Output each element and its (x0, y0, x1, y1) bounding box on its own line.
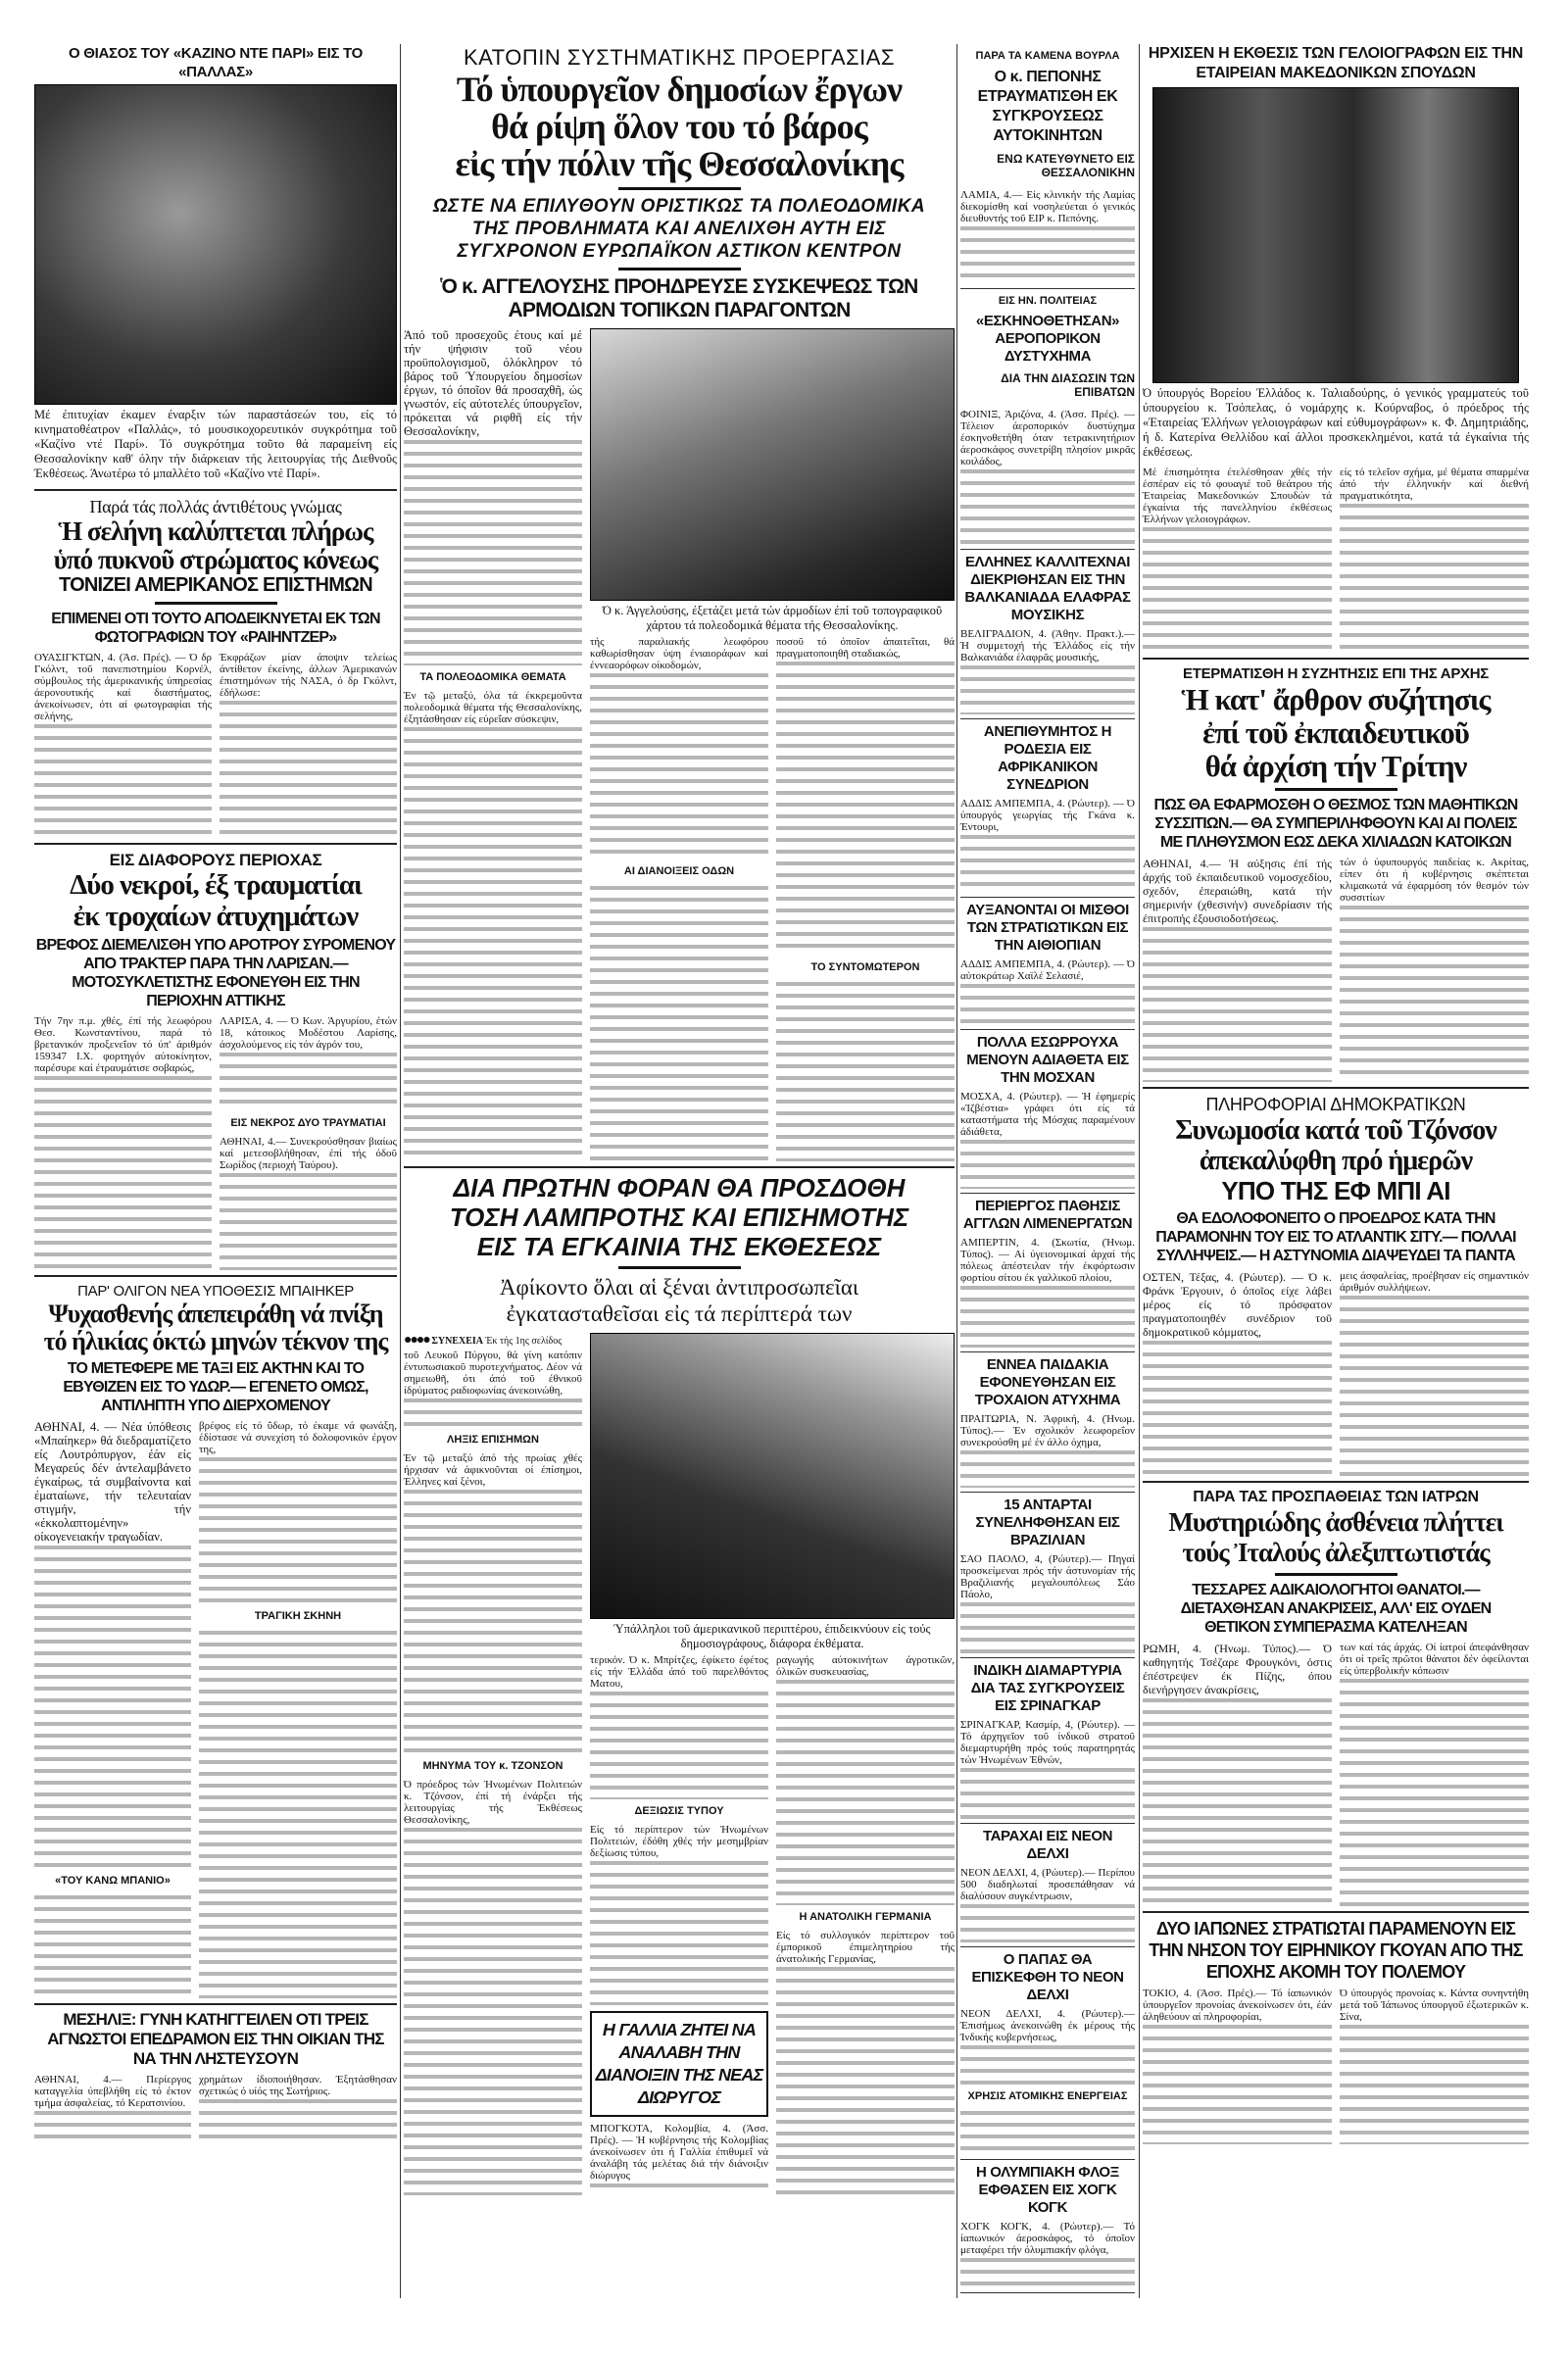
divider (1143, 1087, 1529, 1089)
education-headline-line: Ἡ κατ' ἄρθρον συζήτησις (1181, 682, 1491, 716)
education-body-col2 (1340, 857, 1529, 1082)
article-text: των καί τάς άρχάς. Οί ίατροί άπεφάνθησαν ότι οί τρεΐς πρῶτοι θάνατοι δέν όφείλονται είς ύπερβολικήν κόπωσιν (1340, 1642, 1529, 1677)
text-lines (1340, 906, 1529, 1082)
brief-headline: Ο κ. ΠΕΠΟΝΗΣ ΕΤΡΑΥΜΑΤΙΣΘΗ ΕΚ ΣΥΓΚΡΟΥΣΕΩΣ ΑΥΤΟΚΙΝΗΤΩΝ (977, 69, 1118, 144)
angelousis-photo-caption: Ό κ. Άγγελούσης, έξετάζει μετά τών άρμοδίων έπί τοῦ τοπογραφικοῦ χάρτου τά πολεοδομικά θέματα τής Θεσσαλονίκης. (602, 604, 943, 632)
moon-subhead: ΕΠΙΜΕΝΕΙ ΟΤΙ ΤΟΥΤΟ ΑΠΟΔΕΙΚΝΥΕΤΑΙ ΕΚ ΤΩΝ ΦΩΤΟΓΡΑΦΙΩΝ ΤΟΥ «ΡΑΙΗΝΤΖΕΡ» (51, 611, 380, 647)
text-lines (34, 1546, 191, 1869)
text-lines (590, 886, 768, 1161)
text-lines (404, 1399, 582, 1428)
news-brief (960, 1030, 1135, 1194)
article-text: τοῦ Λευκοῦ Πύργου, θά γίνη κατόπιν έντυπωσιακοῦ πυροτεχνήματος. Δέον νά σημειωθῆ, ότι άπό τοῦ έθνικοῦ ίδρύματος ραδιοφωνίας άνεκοινώθη, (404, 1350, 582, 1397)
traffic-body (34, 1015, 397, 1270)
text-lines (960, 469, 1135, 545)
text-lines (776, 982, 955, 1161)
brief-headline: ΠΟΛΛΑ ΕΣΩΡΡΟΥΧΑ ΜΕΝΟΥΝ ΑΔΙΑΘΕΤΑ ΕΙΣ ΤΗΝ ΜΟΣΧΑΝ (966, 1033, 1129, 1086)
column-rule (956, 44, 957, 2298)
article-text: ΝΕΟΝ ΔΕΛΧΙ, 4. (Ρώυτερ).— Έπισήμως άνεκοινώθη έκ μέρους τής Ίνδικής κυβερνήσεως, (960, 2008, 1135, 2044)
japan-body-col2 (1340, 1988, 1529, 2144)
text-lines (590, 2184, 768, 2195)
news-brief (960, 719, 1135, 898)
moon-body (34, 652, 397, 838)
text-lines (404, 1828, 582, 2195)
fair-subsection-title: Η ΑΝΑΤΟΛΙΚΗ ΓΕΡΜΑΝΙΑ (799, 1911, 932, 1923)
robbery-body-col1 (34, 2074, 191, 2142)
divider (404, 1166, 955, 1168)
brief-body (960, 2221, 1135, 2288)
johnson-body-col1 (1143, 1270, 1332, 1476)
article-text: ΑΘΗΝΑΙ, 4. — Νέα ύπόθεσις «Μπαίηκερ» θά διεδραματίζετο είς Λουτρόπυργον, έάν είς Μεγαρεύς δέν άντελαμβάνετο έγκαίρως, τά συμβαίνοντα καί έματαίωνε, τήν τελευταίαν στιγμήν, τήν «έκκολαπτομένην» οίκογενειακήν τραγωδίαν. (34, 1420, 191, 1545)
american-pavilion-photo (590, 1333, 955, 1619)
traffic-body-col2 (220, 1015, 397, 1270)
text-lines (960, 1140, 1135, 1189)
works-body-col3 (776, 636, 955, 1161)
news-briefs-column (960, 44, 1135, 2293)
fair-body (404, 1333, 955, 2195)
divider (1275, 788, 1397, 791)
american-pavilion-caption: Ύπάλληλοι τοῦ άμερικανικοῦ περιπτέρου, έπιδεικνύουν είς τούς δημοσιογράφους, διάφορα έκθέματα. (613, 1622, 931, 1650)
baker-body (34, 1420, 397, 1998)
brief-body (960, 1413, 1135, 1488)
education-body-col1 (1143, 857, 1332, 1082)
article-text: ΟΣΤΕΝ, Τέξας, 4. (Ρώυτερ). — Ό κ. Φράνκ Έργουιν, ό όποῖος είχε λάβει μέρος είς τό πρόσφατον πραγματοποιηθέν συνέδριον τοῦ δημοκρατικοῦ κόμματος, (1143, 1270, 1332, 1339)
news-brief (960, 550, 1135, 719)
article-text: ΠΡΑΙΤΩΡΙΑ, Ν. Άφρική, 4. (Ήνωμ. Τύπος).— Έν σχολικόν λεωφορεΐον συνεκρούσθη μέ έν άλλο όχημα, (960, 1412, 1135, 1448)
article-text: Είς τό συλλογικόν περίπτερον τοῦ έμπορικοῦ έπιμελητηρίου τής άνατολικής Γερμανίας, (776, 1930, 955, 1965)
works-headline (404, 71, 955, 182)
johnson-body (1143, 1270, 1529, 1476)
article-text: ΦΟΙΝΙΞ, Άριζόνα, 4. (Άσσ. Πρές). — Τέλειον άεροπορικόν δυστύχημα έσκηνοθετήθη όταν τετρακινητήριον άεροσκάφος συνετρίβη πλησίον μικρᾶς κοιλάδος, (960, 409, 1135, 468)
article-text: ΒΕΛΙΓΡΑΔΙΟΝ, 4. (Άθην. Πρακτ.).— Ή συμμετοχή τής Έλλάδος είς τήν Βαλκανιάδα έλαφρᾶς μουσικής, (960, 628, 1135, 664)
brief-headline: ΤΑΡΑΧΑΙ ΕΙΣ ΝΕΟΝ ΔΕΛΧΙ (982, 1827, 1113, 1862)
news-brief (960, 2160, 1135, 2293)
fair-subsection-title: ΜΗΝΥΜΑ ΤΟΥ κ. ΤΖΟΝΣΟΝ (422, 1760, 564, 1772)
article-text: τής παραλιακής λεωφόρου καθωρίσθησαν ύψη ένιαιοράφων καί έννεαορόφων οίκοδομών, (590, 636, 768, 671)
text-lines (776, 1680, 955, 1905)
article-text: Άπό τοῦ προσεχοῦς έτους καί μέ τήν ψήφισιν τοῦ νέου προϋπολογισμοῦ, όλόκληρον τό βάρος τοῦ Ύπουργείου δημοσίων έργων, τό όποῖον θά προσαχθῆ, ώς γνωστόν, είς αύτοτελές ύπουργεῖον, πρόκειται νά ριφθῆ είς τήν Θεσσαλονίκην, (404, 328, 582, 438)
moon-kicker: Παρά τάς πολλάς άντιθέτους γνώμας (89, 497, 342, 516)
italy-body-col2 (1340, 1642, 1529, 1906)
japan-body-col1 (1143, 1988, 1332, 2144)
text-lines (960, 1450, 1135, 1488)
moon-body-col2 (220, 652, 397, 838)
brief-body (960, 2008, 1135, 2155)
works-subsection-title: ΑΙ ΔΙΑΝΟΙΞΕΙΣ ΟΔΩΝ (623, 865, 735, 877)
fair-headline-line: ΤΟΣΗ ΛΑΜΠΡΟΤΗΣ ΚΑΙ ΕΠΙΣΗΜΟΤΗΣ (449, 1203, 909, 1232)
article-text: ραγωγής αύτοκινήτων άγροτικῶν, όλικῶν συσκευασίας, (776, 1654, 955, 1678)
baker-subhead: ΤΟ ΜΕΤΕΦΕΡΕ ΜΕ ΤΑΞΙ ΕΙΣ ΑΚΤΗΝ ΚΑΙ ΤΟ ΕΒΥΘΙΖΕΝ ΕΙΣ ΤΟ ΥΔΩΡ.— ΕΓΕΝΕΤΟ ΟΜΩΣ, ΑΝΤΙΛΗΠΤΗ ΥΠΟ ΔΙΕΡΧΟΜΕΝΟΥ (63, 1360, 368, 1415)
text-lines (220, 701, 397, 838)
education-headline-line: ἐπί τοῦ ἐκπαιδευτικοῦ (1202, 715, 1469, 750)
news-brief (960, 898, 1135, 1030)
johnson-subhead: ΘΑ ΕΔΟΛΟΦΟΝΕΙΤΟ Ο ΠΡΟΕΔΡΟΣ ΚΑΤΑ ΤΗΝ ΠΑΡΑΜΟΝΗΝ ΤΟΥ ΕΙΣ ΤΟ ΑΤΛΑΝΤΙΚ ΣΙΤΥ.— ΠΟΛΛΑΙ ΣΥΛΛΗΨΕΙΣ.— Η ΑΣΤΥΝΟΜΙΑ ΔΙΑΨΕΥΔΕΙ ΤΑ ΠΑΝΤΑ (1155, 1210, 1516, 1264)
article-text: ΤΟΚΙΟ, 4. (Άσσ. Πρές).— Τό ίαπωνικόν ύπουργεΐον προνοίας άνεκοίνωσεν ότι, έάν άληθεύουν αί πληροφορίαι, (1143, 1988, 1332, 2023)
brief-body (960, 1719, 1135, 1819)
article-text: μεις άσφαλείας, προέβησαν είς σημαντικόν άριθμόν συλλήψεων. (1340, 1270, 1529, 1294)
article-text: Έκφράζων μίαν άποψιν τελείως άντίθετον έκείνης, άλλων Άμερικανών έπιστημόνων τής ΝΑΣΑ, ό δρ Γκόλντ, έδήλωσε: (220, 652, 397, 700)
works-body-col2 (590, 636, 768, 1161)
brief-body (960, 628, 1135, 714)
cartoons-body (1143, 466, 1529, 653)
works-body (404, 328, 955, 1161)
casino-ballet-photo (34, 84, 397, 405)
article-text: ΡΩΜΗ, 4. (Ήνωμ. Τύπος).— Ό καθηγητής Τσέζαρε Φρουγκόνι, όστις έπέστρεψεν έκ Πίζης, όπου διενήργησεν άνακρίσεις, (1143, 1642, 1332, 1696)
article-text: ΣΑΟ ΠΑΟΛΟ, 4, (Ρώυτερ).— Πηγαί προσκείμεναι πρός τήν άστυνομίαν τής Βραζιλιανής μεγαλουπόλεως Σάο Πάολο, (960, 1552, 1135, 1600)
brief-body (960, 1091, 1135, 1189)
johnson-kicker: ΠΛΗΡΟΦΟΡΙΑΙ ΔΗΜΟΚΡΑΤΙΚΩΝ (1205, 1095, 1466, 1114)
divider (618, 187, 741, 190)
robbery-headline: ΜΕΣΗΛΙΞ: ΓΥΝΗ ΚΑΤΗΓΓΕΙΛΕΝ ΟΤΙ ΤΡΕΙΣ ΑΓΝΩΣΤΟΙ ΕΠΕΔΡΑΜΟΝ ΕΙΣ ΤΗΝ ΟΙΚΙΑΝ ΤΗΣ ΝΑ ΤΗΝ ΛΗΣΤΕΥΣΟΥΝ (47, 2010, 384, 2069)
text-lines (404, 727, 582, 1161)
cartoons-title: ΗΡΧΙΣΕΝ Η ΕΚΘΕΣΙΣ ΤΩΝ ΓΕΛΟΙΟΓΡΑΦΩΝ ΕΙΣ ΤΗΝ ΕΤΑΙΡΕΙΑΝ ΜΑΚΕΔΟΝΙΚΩΝ ΣΠΟΥΔΩΝ (1148, 45, 1524, 81)
text-lines (960, 2045, 1135, 2085)
article-text: ΑΔΔΙΣ ΑΜΠΕΜΠΑ, 4. (Ρώυτερ). — Ό αύτοκράτωρ Χαϊλέ Σελασιέ, (960, 958, 1135, 983)
text-lines (960, 984, 1135, 1025)
robbery-body (34, 2074, 397, 2142)
brief-body (960, 958, 1135, 1025)
brief-body (960, 798, 1135, 893)
fair-right-block (590, 1333, 955, 2195)
canal-headline: Η ΓΑΛΛΙΑ ΖΗΤΕΙ ΝΑ ΑΝΑΛΑΒΗ ΤΗΝ ΔΙΑΝΟΙΞΙΝ ΤΗΣ ΝΕΑΣ ΔΙΩΡΥΓΟΣ (590, 2011, 768, 2117)
brief-subhead: ΕΝΩ ΚΑΤΕΥΘΥΝΕΤΟ ΕΙΣ ΘΕΣΣΑΛΟΝΙΚΗΝ (997, 152, 1135, 179)
divider (1275, 1573, 1397, 1576)
fair-headline (404, 1173, 955, 1261)
brief-headline: Η ΟΛΥΜΠΙΑΚΗ ΦΛΟΞ ΕΦΘΑΣΕΝ ΕΙΣ ΧΟΓΚ ΚΟΓΚ (976, 2164, 1119, 2217)
column-rule (1139, 44, 1140, 2298)
article-text: είς τό τελεΐον σχήμα, μέ θέματα σπαρμένα άπό τήν έλληνικήν καί διεθνή πραγματικότητα, (1340, 466, 1529, 502)
text-lines (1143, 927, 1332, 1082)
article-text: Μέ έπισημότητα έτελέσθησαν χθές τήν έσπέραν είς τό φουαγιέ τοῦ θεάτρου τής Έταιρείας Μακεδονικών Σπουδών τά έγκαίνια τής πανελληνίου έκθέσεως Έλλήνων γελοιογράφων. (1143, 466, 1332, 525)
baker-headline-line: Ψυχασθενής άπεπειράθη νά πνίξη (48, 1299, 383, 1328)
brief-headline: ΠΕΡΙΕΡΓΟΣ ΠΑΘΗΣΙΣ ΑΓΓΛΩΝ ΛΙΜΕΝΕΡΓΑΤΩΝ (962, 1197, 1133, 1232)
text-lines (34, 2111, 191, 2142)
text-lines (220, 1173, 397, 1270)
text-lines (960, 1286, 1135, 1348)
divider (1143, 1911, 1529, 1913)
news-brief (960, 1658, 1135, 1824)
divider (618, 268, 741, 270)
divider (618, 1266, 741, 1269)
education-subhead: ΠΩΣ ΘΑ ΕΦΑΡΜΟΣΘΗ Ο ΘΕΣΜΟΣ ΤΩΝ ΜΑΘΗΤΙΚΩΝ ΣΥΣΣΙΤΙΩΝ.— ΘΑ ΣΥΜΠΕΡΙΛΗΦΘΟΥΝ ΚΑΙ ΑΙ ΠΟΛΕΙΣ ΜΕ ΠΛΗΘΥΣΜΟΝ ΕΩΣ ΔΕΚΑ ΧΙΛΙΑΔΩΝ ΚΑΤΟΙΚΩΝ (1153, 797, 1518, 851)
text-lines (960, 1904, 1135, 1942)
fair-subhead-line: Ἀφίκοντο ὅλαι αἱ ξέναι ἀντιπροσωπεῖαι (499, 1275, 859, 1300)
article-text: ΟΥΑΣΙΓΚΤΩΝ, 4. (Άσ. Πρές). — Ό δρ Γκόλντ, τοῦ πανεπιστημίου Κορνέλ, σύμβουλος τής άμερικανικής ύπηρεσίας άερονουτικής καί διαστήματος, άνεκοίνωσεν, ότι αί φωτογραφίαι τής σελήνης, (34, 652, 212, 723)
news-brief (960, 1947, 1135, 2160)
italy-headline-line: τούς Ἰταλούς ἀλεξιπτωτιστάς (1182, 1538, 1490, 1567)
works-kicker: ΚΑΤΟΠΙΝ ΣΥΣΤΗΜΑΤΙΚΗΣ ΠΡΟΕΡΓΑΣΙΑΣ (463, 45, 896, 70)
article-text: βρέφος είς τό ΰδωρ, τό έκαμε νά φωνάξη, έδίστασε νά συνεχίση τό δολοφονικόν έργον της, (199, 1420, 397, 1456)
moon-headline-line: ὑπό πυκνοῦ στρώματος κόνεως (53, 545, 378, 575)
cartoons-caption: Ό ύπουργός Βορείου Έλλάδος κ. Ταλιαδούρης, ό γενικός γραμματεύς τοῦ ύπουργείου κ. Τσόπελας, ό νομάρχης κ. Κούρναβος, ό πρόεδρος τής «Έταιρείας Έλλήνων γελοιογράφων καί εύθυμογράφων» κ. Φ. Δημητριάδης, ή δ. Κατερίνα Θελλίδου καί άλλοι προσκεκλημένοι, κατά τά έγκαίνια τής έκθέσεως. (1143, 386, 1529, 459)
brief-headline: ΕΝΝΕΑ ΠΑΙΔΑΚΙΑ ΕΦΟΝΕΥΘΗΣΑΝ ΕΙΣ ΤΡΟΧΑΙΟΝ ΑΤΥΧΗΜΑ (974, 1355, 1121, 1408)
text-lines (199, 1631, 397, 1998)
article-text: ΛΑΡΙΣΑ, 4. — Ό Κων. Άργυρίου, έτών 18, κάτοικος Μοδέστου Λαρίσης, άσχολούμενος είς τόν άγρόν του, (220, 1014, 397, 1051)
text-lines (1340, 2025, 1529, 2144)
article-text: ΑΘΗΝΑΙ, 4.— Περίεργος καταγγελία ύπεβλήθη είς τό έκτον τμήμα άσφαλείας, τό Κερατσινίου. (34, 2074, 191, 2110)
divider (34, 489, 397, 491)
italy-headline-line: Μυστηριώδης ἀσθένεια πλήττει (1168, 1507, 1503, 1537)
brief-headline: «ΕΣΚΗΝΟΘΕΤΗΣΑΝ» ΑΕΡΟΠΟΡΙΚΟΝ ΔΥΣΤΥΧΗΜΑ (975, 313, 1120, 366)
brief-headline: ΕΛΛΗΝΕΣ ΚΑΛΛΙΤΕΧΝΑΙ ΔΙΕΚΡΙΘΗΣΑΝ ΕΙΣ ΤΗΝ ΒΑΛΚΑΝΙΑΔΑ ΕΛΑΦΡΑΣ ΜΟΥΣΙΚΗΣ (964, 554, 1131, 624)
traffic-body-col1 (34, 1015, 212, 1270)
education-headline-line: θά ἀρχίση τήν Τρίτην (1204, 749, 1467, 783)
text-lines (220, 1053, 397, 1111)
text-lines (776, 662, 955, 956)
casino-title: Ο ΘΙΑΣΟΣ ΤΟΥ «ΚΑΖΙΝΟ ΝΤΕ ΠΑΡΙ» ΕΙΣ ΤΟ «ΠΑΛΛΑΣ» (69, 45, 363, 80)
text-lines (1340, 504, 1529, 653)
text-lines (960, 1602, 1135, 1653)
text-lines (1143, 527, 1332, 653)
baker-body-col2 (199, 1420, 397, 1998)
fair-lower-body (590, 1654, 955, 2195)
johnson-body-col2 (1340, 1270, 1529, 1476)
moon-headline-line: ΤΟΝΙΖΕΙ ΑΜΕΡΙΚΑΝΟΣ ΕΠΙΣΤΗΜΩΝ (59, 574, 372, 597)
text-lines (960, 1768, 1135, 1819)
continued-label (404, 1333, 582, 1350)
article-text: ποσοῦ τό όποῖον άπαιτεΐται, θά πραγματοποιηθῆ σταδιακώς, (776, 636, 955, 660)
angelousis-map-photo (590, 328, 955, 601)
article-text: ΑΜΠΕΡΤΙΝ, 4. (Σκωτία, (Ήνωμ. Τύπος). — Αί ύγειονομικαί άρχαί τής πόλεως άπέστειλαν τήν έκφόρτωσιν φορτίου σίτου έκ γαλλικοῦ πλοίου, (960, 1236, 1135, 1284)
italy-body-col1 (1143, 1642, 1332, 1906)
news-brief (960, 1824, 1135, 1947)
fair-subsection-title: ΔΕΞΙΩΣΙΣ ΤΥΠΟΥ (634, 1805, 724, 1817)
brief-body (960, 189, 1135, 284)
article-text: Ό πρόεδρος τών Ήνωμένων Πολιτειών κ. Τζόνσον, έπί τή ένάρξει τής λειτουργίας τής Έκθέσεως Θεσσαλονίκης, (404, 1779, 582, 1826)
divider (34, 2003, 397, 2005)
text-lines (1143, 2025, 1332, 2144)
baker-kicker: ΠΑΡ' ΟΛΙΓΟΝ ΝΕΑ ΥΠΟΘΕΣΙΣ ΜΠΑΙΗΚΕΡ (77, 1282, 354, 1300)
traffic-headline (34, 870, 397, 932)
text-lines (34, 724, 212, 838)
text-lines (199, 1457, 397, 1604)
italy-subhead: ΤΕΣΣΑΡΕΣ ΑΔΙΚΑΙΟΛΟΓΗΤΟΙ ΘΑΝΑΤΟΙ.— ΔΙΕΤΑΧΘΗΣΑΝ ΑΝΑΚΡΙΣΕΙΣ, ΑΛΛ' ΕΙΣ ΟΥΔΕΝ ΘΕΤΙΚΟΝ ΣΥΜΠΕΡΑΣΜΑ ΚΑΤΕΛΗΞΑΝ (1180, 1582, 1492, 1636)
text-lines (590, 1692, 768, 1799)
casino-caption: Μέ έπιτυχίαν έκαμεν έναρξιν τών παραστάσεών του, είς τό κινηματοθέατρον «Παλλάς», τό μουσικοχορευτικόν συγκρότημα τοῦ «Καζίνο ντέ Παρί». Τό συγκρότημα τοῦτο θά παραμείνη είς Θεσσαλονίκην καθ' όλην τήν διάρκειαν τής λειτουργίας τής Διεθνοῦς Έκθέσεως. Άνωτέρω τό μπαλλέτο τοῦ «Καζίνο ντέ Παρί». (34, 408, 397, 480)
text-lines (960, 226, 1135, 284)
article-text: Έν τῷ μεταξύ άπό τής πρωίας χθές ήρχισαν νά άφικνοῦνται οί έπίσημοι, Έλληνες καί ξένοι, (404, 1452, 582, 1488)
article-text: ΑΘΗΝΑΙ, 4.— Ή αύξησις έπί τής άρχής τοῦ έκπαιδευτικοῦ νομοσχεδίου, σχεδόν, έπεραιώθη, κατά τήν σημερινήν (χθεσινήν) συνεδρίασιν τής έπιτροπής έξουσιοδοτήσεως. (1143, 857, 1332, 925)
education-headline (1143, 683, 1529, 783)
baker-body-col1 (34, 1420, 191, 1998)
works-subsection-title: ΤΟ ΣΥΝΤΟΜΩΤΕΡΟΝ (810, 961, 920, 973)
works-subhead: ΩΣΤΕ ΝΑ ΕΠΙΛΥΘΟΥΝ ΟΡΙΣΤΙΚΩΣ ΤΑ ΠΟΛΕΟΔΟΜΙΚΑ ΤΗΣ ΠΡΟΒΛΗΜΑΤΑ ΚΑΙ ΑΝΕΛΙΧΘΗ ΑΥΤΗ ΕΙΣ ΣΥΓΧΡΟΝΟΝ ΕΥΡΩΠΑΪΚΟΝ ΑΣΤΙΚΟΝ ΚΕΝΤΡΟΝ (432, 196, 926, 262)
fair-subsection-title: ΛΗΞΙΣ ΕΠΙΣΗΜΩΝ (447, 1434, 539, 1446)
divider (1143, 658, 1529, 660)
brief-kicker: ΕΙΣ ΗΝ. ΠΟΛΙΤΕΙΑΣ (998, 295, 1098, 308)
italy-body (1143, 1642, 1529, 1906)
article-text: ΣΡΙΝΑΓΚΑΡ, Κασμίρ, 4, (Ρώυτερ). — Τό άρχηγεῖον τοῦ ίνδικοῦ στρατοῦ διεμαρτυρήθη πρός τούς παρατηρητάς τών Ήνωμένων Έθνών, (960, 1718, 1135, 1766)
text-lines (34, 1076, 212, 1270)
article-text: ΑΔΔΙΣ ΑΜΠΕΜΠΑ, 4. (Ρώυτερ). — Ό ύπουργός γεωργίας τής Γκάνα κ. Έντουρι, (960, 798, 1135, 834)
text-lines (776, 1967, 955, 2195)
brief-subsection-title: ΧΡΗΣΙΣ ΑΤΟΜΙΚΗΣ ΕΝΕΡΓΕΙΑΣ (967, 2090, 1128, 2103)
baker-headline-line: τό ήλικίας όκτώ μηνών τέκνον της (43, 1327, 388, 1356)
text-lines (960, 665, 1135, 714)
works-headline-line: Τό ὑπουργεῖον δημοσίων ἔργων (456, 70, 903, 109)
italy-headline (1143, 1507, 1529, 1568)
text-lines (34, 1895, 191, 1998)
japan-body (1143, 1988, 1529, 2144)
article-text: Έν τῷ μεταξύ, όλα τά έκκρεμοῦντα πολεοδομικά θέματα τής Θεσσαλονίκης, έξητάσθησαν είς εύρεΐαν σύσκεψιν, (404, 690, 582, 725)
fair-headline-line: ΕΙΣ ΤΑ ΕΓΚΑΙΝΙΑ ΤΗΣ ΕΚΘΕΣΕΩΣ (476, 1232, 882, 1261)
text-lines (960, 835, 1135, 893)
article-text: Τήν 7ην π.μ. χθές, έπί τής λεωφόρου Θεσ. Κωνσταντίνου, παρά τό βρετανικόν προξενεΐον τό ύπ' άριθμόν 159347 Ι.Χ. φορτηγόν αύτοκίνητον, παρέσυρε καί έτραυμάτισε σοβαρώς, (34, 1014, 212, 1074)
column-2 (404, 44, 955, 2195)
brief-headline: ΑΝΕΠΙΘΥΜΗΤΟΣ Η ΡΟΔΕΣΙΑ ΕΙΣ ΑΦΡΙΚΑΝΙΚΟΝ ΣΥΝΕΔΡΙΟΝ (983, 723, 1112, 794)
article-text: ΧΟΓΚ ΚΟΓΚ, 4. (Ρώυτερ).— Τό ίαπωνικόν άεροσκάφος, τό όποῖον μεταφέρει τήν όλυμπιακήν φλόγα, (960, 2221, 1135, 2257)
brief-headline: ΑΥΞΑΝΟΝΤΑΙ ΟΙ ΜΙΣΘΟΙ ΤΩΝ ΣΤΡΑΤΙΩΤΙΚΩΝ ΕΙΣ ΤΗΝ ΑΙΘΙΟΠΙΑΝ (966, 902, 1129, 955)
column-1 (34, 44, 397, 2142)
johnson-headline (1143, 1115, 1529, 1176)
brief-body (960, 409, 1135, 545)
column-rule (400, 44, 401, 2298)
text-lines (960, 2258, 1135, 2288)
cartoons-body-col1 (1143, 466, 1332, 653)
moon-headline-line: Ἡ σελήνη καλύπτεται πλήρως (58, 516, 373, 546)
article-text: ΑΘΗΝΑΙ, 4.— Συνεκρούσθησαν βιαίως καί μετεσοβλήθησαν, έπί τής όδοῦ Σωρίδος (περιοχή Ταύρου). (220, 1135, 397, 1171)
works-body-col1 (404, 328, 582, 1161)
text-lines (1340, 1296, 1529, 1476)
news-brief (960, 44, 1135, 289)
johnson-headline-line: Συνωμοσία κατά τοῦ Τζόνσον (1175, 1115, 1496, 1146)
works-headline-line: εἰς τήν πόλιν τῆς Θεσσαλονίκης (455, 144, 904, 183)
canal-body (590, 2123, 768, 2195)
baker-subsection-title: ΤΡΑΓΙΚΗ ΣΚΗΝΗ (254, 1610, 342, 1623)
education-body (1143, 857, 1529, 1082)
cartoons-body-col2 (1340, 466, 1529, 653)
continued-from: Έκ τής 1ης σελίδος (485, 1336, 563, 1347)
text-lines (1143, 1698, 1332, 1906)
brief-headline: 15 ΑΝΤΑΡΤΑΙ ΣΥΝΕΛΗΦΘΗΣΑΝ ΕΙΣ ΒΡΑΖΙΛΙΑΝ (975, 1496, 1120, 1548)
article-text: ΜΠΟΓΚΟΤΑ, Κολομβία, 4. (Άσσ. Πρές). — Ή κυβέρνησις τής Κολομβίας άνεκοίνωσεν ότι ή Γαλλία έπιθυμεΐ νά άναλάβη τάς μελέτας διά τήν διάνοιξιν διώρυγος (590, 2123, 768, 2182)
japan-headline: ΔΥΟ ΙΑΠΩΝΕΣ ΣΤΡΑΤΙΩΤΑΙ ΠΑΡΑΜΕΝΟΥΝ ΕΙΣ ΤΗΝ ΝΗΣΟΝ ΤΟΥ ΕΙΡΗΝΙΚΟΥ ΓΚΟΥΑΝ ΑΠΟ ΤΗΣ ΕΠΟΧΗΣ ΑΚΟΜΗ ΤΟΥ ΠΟΛΕΜΟΥ (1149, 1919, 1523, 1982)
works-subsection-title: ΤΑ ΠΟΛΕΟΔΟΜΙΚΑ ΘΕΜΑΤΑ (419, 671, 566, 683)
brief-subhead: ΔΙΑ ΤΗΝ ΔΙΑΣΩΣΙΝ ΤΩΝ ΕΠΙΒΑΤΩΝ (1001, 371, 1135, 400)
text-lines (404, 440, 582, 665)
johnson-headline-line: ἀπεκαλύφθη πρό ἡμερῶν (1199, 1146, 1473, 1176)
fair-headline-line: ΔΙΑ ΠΡΩΤΗΝ ΦΟΡΑΝ ΘΑ ΠΡΟΣΔΟΘΗ (453, 1173, 906, 1203)
works-headline-line: θά ρίψη ὅλον του τό βάρος (491, 107, 867, 146)
fair-body-col1 (404, 1333, 582, 2195)
traffic-headline-line: Δύο νεκροί, έξ τραυματίαι (70, 869, 362, 902)
text-lines (1340, 1679, 1529, 1906)
news-brief (960, 1493, 1135, 1658)
brief-headline: ΙΝΔΙΚΗ ΔΙΑΜΑΡΤΥΡΙΑ ΔΙΑ ΤΑΣ ΣΥΓΚΡΟΥΣΕΙΣ ΕΙΣ ΣΡΙΝΑΓΚΑΡ (970, 1661, 1125, 1714)
traffic-headline-line: ἐκ τροχαίων ἀτυχημάτων (73, 900, 359, 932)
article-text: τών ό ύφυπουργός παιδείας κ. Ακρίτας, είπεν ότι ή κυβέρνησις σκέπτεται κλιμακωτά νά έφαρμόση τόν θεσμόν τών συσσιτίων (1340, 857, 1529, 904)
article-text: Είς τό περίπτερον τών Ήνωμένων Πολιτειών, έδόθη χθές τήν μεσημβρίαν δεξίωσις τύπου, (590, 1824, 768, 1859)
continued-title: ΣΥΝΕΧΕΙΑ (431, 1336, 483, 1347)
robbery-body-col2 (199, 2074, 397, 2142)
brief-body (960, 1237, 1135, 1348)
article-text: Ό ύπουργός προνοίας κ. Κάντα συνηντήθη μετά τοῦ Ίάπωνος ύπουργοῦ έξωτερικῶν κ. Σίνα, (1340, 1988, 1529, 2023)
traffic-kicker: ΕΙΣ ΔΙΑΦΟΡΟΥΣ ΠΕΡΙΟΧΑΣ (109, 851, 322, 870)
brief-headline: Ο ΠΑΠΑΣ ΘΑ ΕΠΙΣΚΕΦΘΗ ΤΟ ΝΕΟΝ ΔΕΛΧΙ (971, 1951, 1124, 2004)
brief-kicker: ΠΑΡΑ ΤΑ ΚΑΜΕΝΑ ΒΟΥΡΛΑ (975, 50, 1120, 62)
education-kicker: ΕΤΕΡΜΑΤΙΣΘΗ Η ΣΥΖΗΤΗΣΙΣ ΕΠΙ ΤΗΣ ΑΡΧΗΣ (1183, 665, 1489, 682)
article-text: χρημάτων ίδιοποιήθησαν. Έξητάσθησαν σχετικώς ό υίός της Σωτήριος. (199, 2074, 397, 2098)
angelousis-headline: Ὁ κ. ΑΓΓΕΛΟΥΣΗΣ ΠΡΟΗΔΡΕΥΣΕ ΣΥΣΚΕΨΕΩΣ ΤΩΝ ΑΡΜΟΔΙΩΝ ΤΟΠΙΚΩΝ ΠΑΡΑΓΟΝΤΩΝ (440, 275, 918, 321)
divider (34, 1275, 397, 1277)
johnson-headline-line: ΥΠΟ ΤΗΣ ΕΦ ΜΠΙ ΑΙ (1221, 1176, 1450, 1205)
brief-body (960, 1867, 1135, 1942)
text-lines (960, 2111, 1135, 2155)
brief-body (960, 1553, 1135, 1653)
news-brief (960, 289, 1135, 550)
text-lines (199, 2099, 397, 2142)
works-right-block (590, 328, 955, 1161)
baker-subsection-title: «ΤΟΥ ΚΑΝΩ ΜΠΑΝΙΟ» (55, 1875, 171, 1888)
fair-subhead (404, 1274, 955, 1327)
article-text: ΝΕΟΝ ΔΕΛΧΙ, 4, (Ρώυτερ).— Περίπου 500 διαδηλωταί προσεπάθησαν νά διαλύσουν συγκέντρωσιν, (960, 1866, 1135, 1902)
traffic-subsection-title: ΕΙΣ ΝΕΚΡΟΣ ΔΥΟ ΤΡΑΥΜΑΤΙΑΙ (230, 1116, 386, 1129)
works-lower-body (590, 636, 955, 1161)
divider (34, 843, 397, 845)
text-lines (590, 1861, 768, 2005)
fair-body-col3 (776, 1654, 955, 2195)
text-lines (590, 673, 768, 859)
fair-subhead-line: ἐγκατασταθεῖσαι εἰς τά περίπτερά των (506, 1301, 853, 1326)
text-lines (404, 1490, 582, 1754)
divider (1143, 1481, 1529, 1483)
continued-bullets-icon: ●●●● (404, 1333, 429, 1348)
moon-headline (34, 517, 397, 574)
fair-middle-column (590, 1654, 768, 2195)
baker-headline (34, 1301, 397, 1355)
divider (155, 602, 277, 605)
column-4 (1143, 44, 1529, 2144)
moon-body-col1 (34, 652, 212, 838)
italy-kicker: ΠΑΡΑ ΤΑΣ ΠΡΟΣΠΑΘΕΙΑΣ ΤΩΝ ΙΑΤΡΩΝ (1193, 1489, 1479, 1505)
news-brief (960, 1352, 1135, 1493)
fair-body-col2 (590, 1654, 768, 2005)
article-text: ΛΑΜΙΑ, 4.— Είς κλινικήν τής Λαμίας διεκομίσθη καί νοσηλεύεται ό γενικός διευθυντής τοῦ ΕΙΡ κ. Πεπόνης. (960, 189, 1135, 224)
article-text: τερικόν. Ό κ. Μπρίτζες, έφίκετο έφέτος είς τήν Έλλάδα άπό τοῦ παρελθόντος Ματου, (590, 1654, 768, 1690)
traffic-subhead: ΒΡΕΦΟΣ ΔΙΕΜΕΛΙΣΘΗ ΥΠΟ ΑΡΟΤΡΟΥ ΣΥΡΟΜΕΝΟΥ ΑΠΟ ΤΡΑΚΤΕΡ ΠΑΡΑ ΤΗΝ ΛΑΡΙΣΑΝ.— ΜΟΤΟΣΥΚΛΕΤΙΣΤΗΣ ΕΦΟΝΕΥΘΗ ΕΙΣ ΤΗΝ ΠΕΡΙΟΧΗΝ ΑΤΤΙΚΗΣ (35, 936, 396, 1009)
article-text: ΜΟΣΧΑ, 4. (Ρώυτερ). — Ή έφημερίς «Ίζβέστια» γράφει ότι είς τά καταστήματα τής Μόσχας παραμένουν άδιάθετα, (960, 1090, 1135, 1138)
cartoons-exhibition-photo (1152, 87, 1519, 383)
text-lines (1143, 1341, 1332, 1476)
news-brief (960, 1194, 1135, 1352)
